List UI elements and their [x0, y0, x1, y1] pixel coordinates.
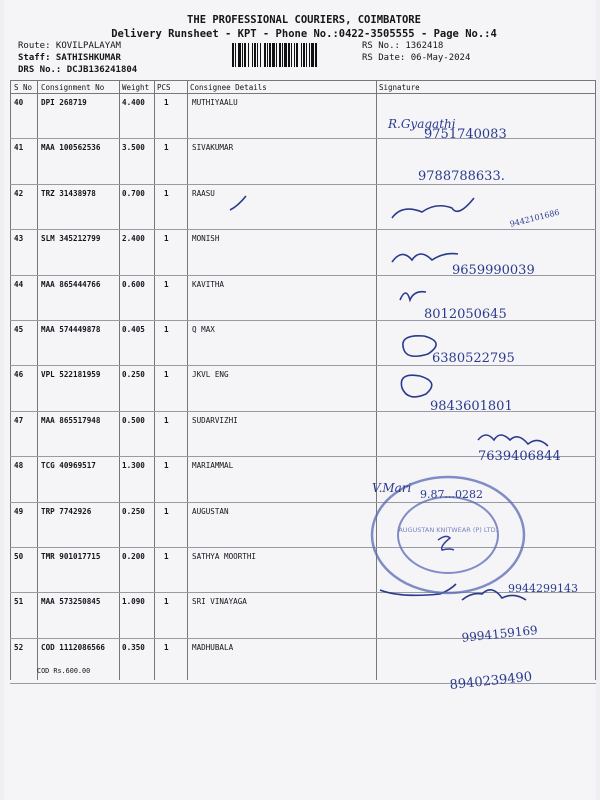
cell-consignee: SATHYA MOORTHI	[192, 552, 257, 561]
col-header-consignment: Consignment No	[41, 83, 105, 92]
cell-sno: 42	[14, 188, 24, 198]
hw-r50-phone: 9944299143	[508, 582, 578, 595]
cell-consignee: MARIAMMAL	[192, 461, 234, 471]
row-separator	[10, 365, 596, 366]
cell-consignment: TRZ 31438978	[41, 188, 96, 198]
cell-weight: 2.400	[122, 234, 145, 244]
cell-pcs: 1	[164, 552, 169, 561]
cell-consignment: MAA 865444766	[41, 279, 101, 289]
hw-r48-name: V.Mari	[372, 481, 412, 495]
cell-sno: 43	[14, 234, 24, 244]
cell-consignee: RAASU	[192, 188, 215, 198]
table-rule	[119, 80, 120, 680]
staff-label: Staff: SATHISHKUMAR	[18, 53, 121, 63]
stamp-text: AUGUSTAN KNITWEAR (P) LTD.	[398, 526, 498, 534]
row-separator	[10, 502, 596, 503]
row-separator	[10, 229, 596, 230]
cell-weight: 1.300	[122, 461, 145, 471]
cell-pcs: 1	[164, 415, 169, 425]
row-separator	[10, 275, 596, 276]
cell-consignment: TRP 7742926	[41, 506, 92, 516]
cell-consignee: MONISH	[192, 234, 220, 244]
hw-r48-phone: 9.87...0282	[420, 488, 483, 501]
cell-consignee: SUDARVIZHI	[192, 415, 238, 425]
cell-consignee: AUGUSTAN	[192, 506, 229, 516]
cell-weight: 0.500	[122, 415, 145, 425]
cell-pcs: 1	[164, 461, 169, 471]
cell-weight: 0.200	[122, 552, 145, 561]
col-header-weight: Weight	[122, 83, 150, 92]
cell-weight: 0.250	[122, 506, 145, 516]
hw-r40-name: R.Gyagathi	[388, 117, 456, 131]
cell-sno: 50	[14, 552, 24, 561]
hw-r46-phone: 9843601801	[430, 399, 513, 414]
cell-consignment: MAA 100562536	[41, 143, 101, 153]
cell-consignee: Q MAX	[192, 325, 215, 334]
cell-weight: 0.250	[122, 370, 145, 380]
runsheet-subtitle: Delivery Runsheet - KPT - Phone No.:0422-3505555 - Page No.:4	[111, 28, 497, 40]
hw-r42-phone: 9442101686	[508, 207, 561, 229]
cell-consignment: MAA 573250845	[41, 597, 101, 607]
cell-consignment: MAA 574449878	[41, 325, 101, 334]
table-rule	[376, 80, 377, 680]
table-rule	[187, 80, 188, 680]
cell-weight: 3.500	[122, 143, 145, 153]
table-rule	[595, 80, 596, 680]
cell-pcs: 1	[164, 143, 169, 153]
cell-consignment: TMR 901017715	[41, 552, 101, 561]
cell-weight: 1.090	[122, 597, 145, 607]
hw-r43-phone: 9659990039	[452, 263, 535, 278]
cell-sno: 47	[14, 415, 24, 425]
barcode	[232, 43, 358, 67]
cod-amount-note: COD Rs.600.00	[37, 667, 91, 675]
drs-number: DRS No.: DCJB136241804	[18, 65, 138, 75]
cell-weight: 4.400	[122, 98, 145, 107]
courier-company-title: THE PROFESSIONAL COURIERS, COIMBATORE	[187, 14, 421, 26]
rs-date: RS Date: 06-May-2024	[362, 53, 471, 63]
table-rule	[10, 93, 596, 94]
table-rule	[10, 80, 596, 81]
cell-pcs: 1	[164, 188, 169, 198]
col-header-pcs: PCS	[157, 83, 171, 92]
barcode-bar	[317, 43, 318, 67]
cell-consignee: SIVAKUMAR	[192, 143, 234, 153]
row-separator	[10, 138, 596, 139]
cell-consignee: JKVL ENG	[192, 370, 229, 380]
row-separator	[10, 320, 596, 321]
hw-r52-phone: 8940239490	[449, 669, 533, 694]
cell-sno: 48	[14, 461, 24, 471]
cell-consignment: SLM 345212799	[41, 234, 101, 244]
cell-pcs: 1	[164, 597, 169, 607]
hw-r40-phone: 9751740083	[424, 127, 507, 142]
cell-pcs: 1	[164, 98, 169, 107]
row-separator	[10, 592, 596, 593]
cell-sno: 40	[14, 98, 24, 107]
cell-pcs: 1	[164, 234, 169, 244]
cell-consignee: SRI VINAYAGA	[192, 597, 247, 607]
row-separator	[10, 683, 596, 684]
table-rule	[10, 80, 11, 680]
hw-r47-phone: 7639406844	[478, 449, 561, 464]
table-rule	[37, 80, 38, 680]
cell-pcs: 1	[164, 325, 169, 334]
hw-r41-phone: 9788788633.	[418, 169, 505, 184]
hw-r45-phone: 6380522795	[432, 351, 515, 366]
row-separator	[10, 456, 596, 457]
cell-sno: 44	[14, 279, 24, 289]
cell-consignment: TCG 40969517	[41, 461, 96, 471]
cell-sno: 49	[14, 506, 24, 516]
cell-weight: 0.600	[122, 279, 145, 289]
cell-pcs: 1	[164, 279, 169, 289]
row-separator	[10, 638, 596, 639]
row-separator	[10, 184, 596, 185]
cell-weight: 0.700	[122, 188, 145, 198]
cell-consignee: KAVITHA	[192, 279, 225, 289]
cell-weight: 0.350	[122, 642, 145, 652]
cell-consignee: MADHUBALA	[192, 642, 234, 652]
hw-r44-phone: 8012050645	[424, 307, 507, 322]
cell-consignment: COD 1112086566	[41, 642, 106, 652]
cell-sno: 51	[14, 597, 24, 607]
col-header-signature: Signature	[379, 83, 420, 92]
row-separator	[10, 547, 596, 548]
row-separator	[10, 411, 596, 412]
table-rule	[154, 80, 155, 680]
cell-weight: 0.405	[122, 325, 145, 334]
route-label: Route: KOVILPALAYAM	[18, 41, 121, 51]
cell-sno: 46	[14, 370, 24, 380]
cell-sno: 45	[14, 325, 24, 334]
hw-r51-phone: 9994159169	[460, 622, 539, 645]
runsheet-table	[10, 80, 596, 680]
cell-consignment: DPI 268719	[41, 98, 87, 107]
cell-consignment: MAA 865517948	[41, 415, 101, 425]
cell-consignment: VPL 522181959	[41, 370, 101, 380]
cell-consignee: MUTHIYAALU	[192, 98, 238, 107]
runsheet-page	[4, 0, 596, 800]
rs-number: RS No.: 1362418	[362, 41, 444, 51]
col-header-consignee: Consignee Details	[190, 83, 267, 92]
cell-pcs: 1	[164, 370, 169, 380]
cell-pcs: 1	[164, 642, 169, 652]
col-header-sno: S No	[14, 83, 33, 92]
cell-pcs: 1	[164, 506, 169, 516]
cell-sno: 41	[14, 143, 24, 153]
cell-sno: 52	[14, 642, 24, 652]
